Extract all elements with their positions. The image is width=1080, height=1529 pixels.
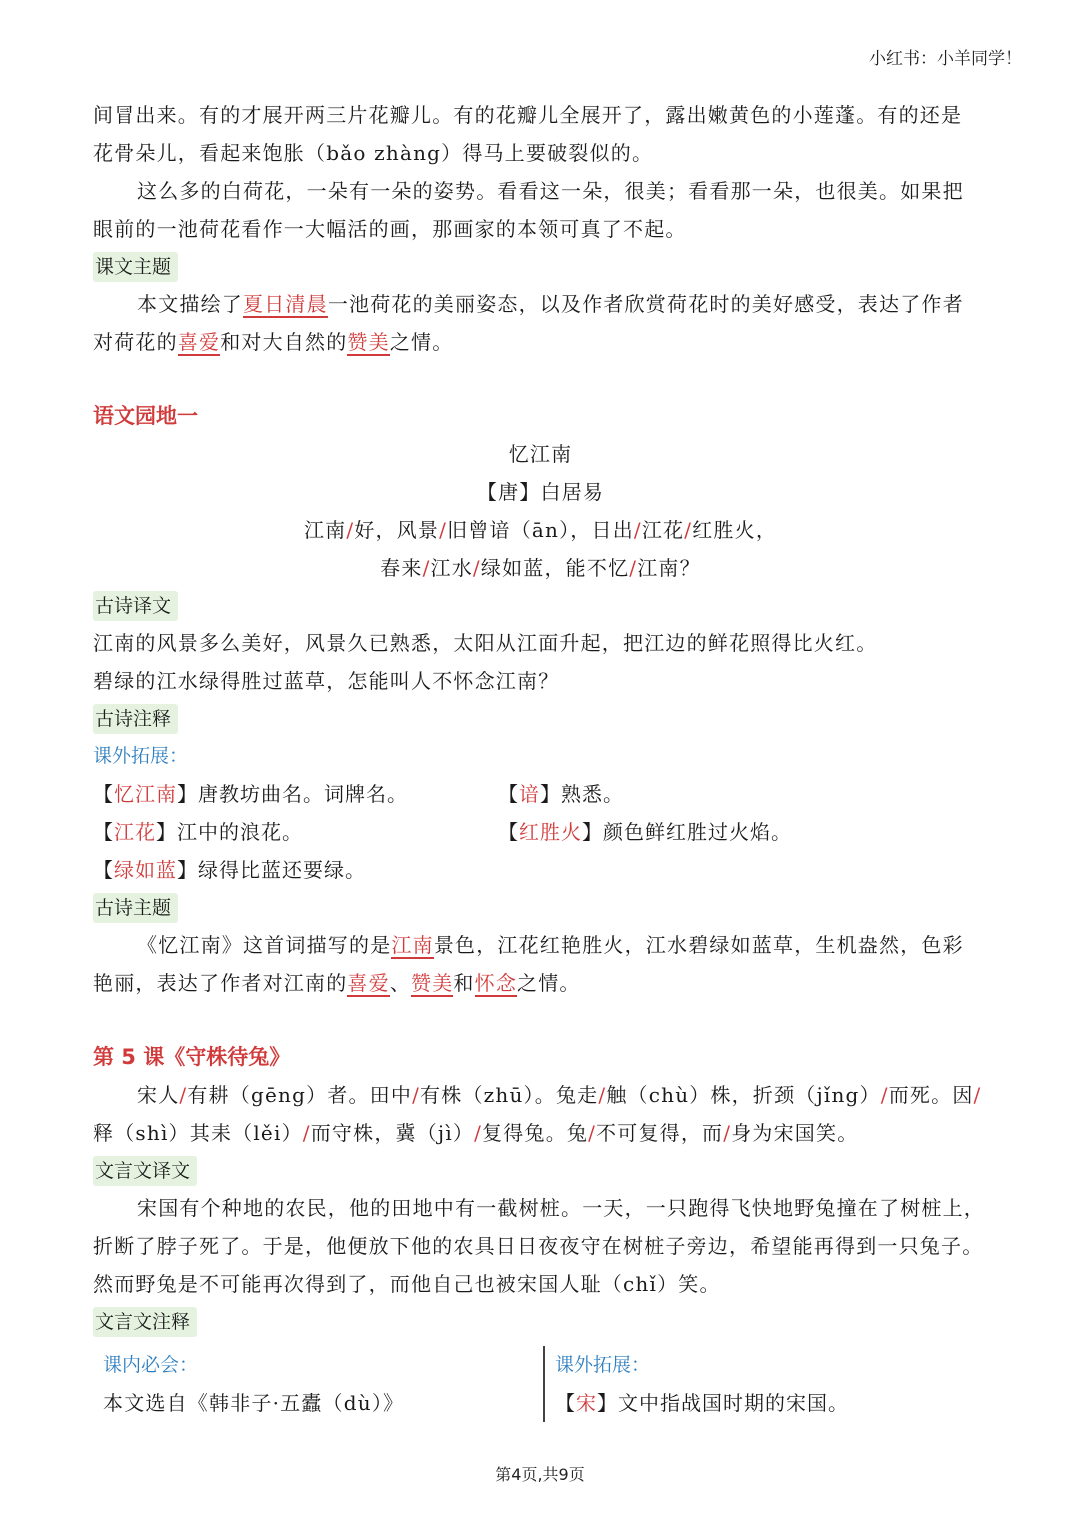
poem-line bbox=[93, 549, 988, 587]
highlight: 喜爱 bbox=[347, 971, 390, 995]
pause-mark: / bbox=[588, 1121, 597, 1145]
gloss-item: 【忆江南】唐教坊曲名。词牌名。 bbox=[93, 782, 408, 806]
translation-line: 江南的风景多么美好，风景久已熟悉，太阳从江面升起，把江边的鲜花照得比火红。 bbox=[93, 631, 878, 655]
text-segment: 江南 bbox=[303, 518, 347, 542]
text-segment: 复得兔。兔 bbox=[482, 1121, 589, 1145]
highlight: 怀念 bbox=[474, 971, 518, 995]
pause-mark: / bbox=[633, 518, 642, 542]
notes-row bbox=[93, 775, 988, 813]
notes-columns bbox=[93, 1346, 988, 1422]
text-segment: 触（chù）株，折颈（jǐng） bbox=[606, 1083, 881, 1107]
in-class-label: 课内必会： bbox=[103, 1354, 199, 1376]
poem-line bbox=[93, 511, 988, 549]
section-title-garden: 语文园地一 bbox=[93, 404, 198, 428]
pause-mark: / bbox=[474, 1121, 483, 1145]
in-class-text: 本文选自《韩非子·五蠹（dù）》 bbox=[103, 1391, 405, 1415]
pause-mark: / bbox=[973, 1083, 982, 1107]
pause-mark: / bbox=[629, 556, 638, 580]
translation-line: 折断了脖子死了。于是，他便放下他的农具日日夜夜守在树桩子旁边，希望能再得到一只兔子。 bbox=[93, 1234, 984, 1258]
text-segment: 红胜火， bbox=[692, 518, 778, 542]
text-segment: 江水 bbox=[430, 556, 473, 580]
passage-line: 眼前的一池荷花看作一大幅活的画，那画家的本领可真了不起。 bbox=[93, 217, 687, 241]
pause-mark: / bbox=[422, 556, 431, 580]
pause-mark: / bbox=[723, 1121, 732, 1145]
notes-col-extension bbox=[543, 1346, 849, 1422]
gloss-item: 【谙】熟悉。 bbox=[498, 782, 624, 806]
pause-mark: / bbox=[880, 1083, 889, 1107]
gloss-item: 【江花】江中的浪花。 bbox=[93, 820, 303, 844]
text-segment: 好，风景 bbox=[354, 518, 440, 542]
pause-mark: / bbox=[346, 518, 355, 542]
text-segment: 不可复得，而 bbox=[596, 1121, 724, 1145]
translation-line: 宋国有个种地的农民，他的田地中有一截树桩。一天，一只跑得飞快地野兔撞在了树桩上， bbox=[137, 1196, 985, 1220]
pause-mark: / bbox=[439, 518, 448, 542]
text-segment: 春来 bbox=[380, 556, 423, 580]
pause-mark: / bbox=[412, 1083, 421, 1107]
highlight: 赞美 bbox=[411, 971, 454, 995]
section-tag-poem-theme: 古诗主题 bbox=[93, 893, 178, 923]
watermark: 小红书：小羊同学！ bbox=[869, 49, 1022, 69]
section-tag-lesson-theme: 课文主题 bbox=[93, 252, 178, 282]
passage-line: 这么多的白荷花，一朵有一朵的姿势。看看这一朵，很美；看看那一朵，也很美。如果把 bbox=[137, 179, 964, 203]
section-title-lesson5: 第 5 课《守株待兔》 bbox=[93, 1045, 291, 1069]
text-segment: 而死。因 bbox=[888, 1083, 974, 1107]
gloss-item: 【红胜火】颜色鲜红胜过火焰。 bbox=[498, 820, 792, 844]
highlight: 赞美 bbox=[347, 330, 390, 354]
pause-mark: / bbox=[179, 1083, 188, 1107]
text-segment: 宋人 bbox=[137, 1083, 180, 1107]
text-segment: 江南？ bbox=[637, 556, 701, 580]
classical-text-line bbox=[93, 1076, 988, 1114]
extension-label: 课外拓展： bbox=[555, 1354, 651, 1376]
pause-mark: / bbox=[302, 1121, 311, 1145]
poem-title: 忆江南 bbox=[508, 442, 573, 466]
theme-line: 艳丽，表达了作者对江南的喜爱、赞美和怀念之情。 bbox=[93, 971, 581, 995]
section-tag-classical-notes: 文言文注释 bbox=[93, 1307, 197, 1337]
translation-line: 然而野兔是不可能再次得到了，而他自己也被宋国人耻（chǐ）笑。 bbox=[93, 1272, 721, 1296]
page-content bbox=[93, 96, 988, 1422]
section-tag-poem-translation: 古诗译文 bbox=[93, 591, 178, 621]
pause-mark: / bbox=[472, 556, 481, 580]
extension-label: 课外拓展： bbox=[93, 745, 189, 767]
notes-row bbox=[93, 813, 988, 851]
pause-mark: / bbox=[598, 1083, 607, 1107]
classical-text-line bbox=[93, 1114, 988, 1152]
poem-author: 【唐】白居易 bbox=[476, 480, 605, 504]
highlight: 夏日清晨 bbox=[243, 292, 328, 316]
text-segment: 有耕（gēng）者。田中 bbox=[187, 1083, 413, 1107]
text-segment: 而守株，冀（jì） bbox=[310, 1121, 475, 1145]
gloss-item: 【绿如蓝】绿得比蓝还要绿。 bbox=[93, 858, 366, 882]
translation-line: 碧绿的江水绿得胜过蓝草，怎能叫人不怀念江南？ bbox=[93, 669, 560, 693]
passage-line: 间冒出来。有的才展开两三片花瓣儿。有的花瓣儿全展开了，露出嫩黄色的小莲蓬。有的还是 bbox=[93, 103, 963, 127]
notes-col-in-class bbox=[93, 1346, 543, 1422]
theme-line: 对荷花的喜爱和对大自然的赞美之情。 bbox=[93, 330, 454, 354]
text-segment: 江花 bbox=[641, 518, 685, 542]
theme-line: 《忆江南》这首词描写的是江南景色，江花红艳胜火，江水碧绿如蓝草，生机盎然，色彩 bbox=[137, 933, 964, 957]
text-segment: 有株（zhū）。兔走 bbox=[420, 1083, 599, 1107]
passage-line: 花骨朵儿，看起来饱胀（bǎo zhàng）得马上要破裂似的。 bbox=[93, 141, 654, 165]
section-tag-classical-translation: 文言文译文 bbox=[93, 1156, 197, 1186]
text-segment: 旧曾谙（ān），日出 bbox=[447, 518, 634, 542]
highlight: 江南 bbox=[391, 933, 434, 957]
text-segment: 绿如蓝，能不忆 bbox=[480, 556, 630, 580]
text-segment: 释（shì）其耒（lěi） bbox=[93, 1121, 303, 1145]
section-tag-poem-notes: 古诗注释 bbox=[93, 704, 178, 734]
text-segment: 身为宋国笑。 bbox=[731, 1121, 859, 1145]
highlight: 喜爱 bbox=[177, 330, 221, 354]
pause-mark: / bbox=[684, 518, 693, 542]
theme-line: 本文描绘了夏日清晨一池荷花的美丽姿态，以及作者欣赏荷花时的美好感受，表达了作者 bbox=[137, 292, 964, 316]
page-number: 第4页,共9页 bbox=[495, 1465, 585, 1484]
gloss-item: 【宋】文中指战国时期的宋国。 bbox=[555, 1391, 849, 1415]
